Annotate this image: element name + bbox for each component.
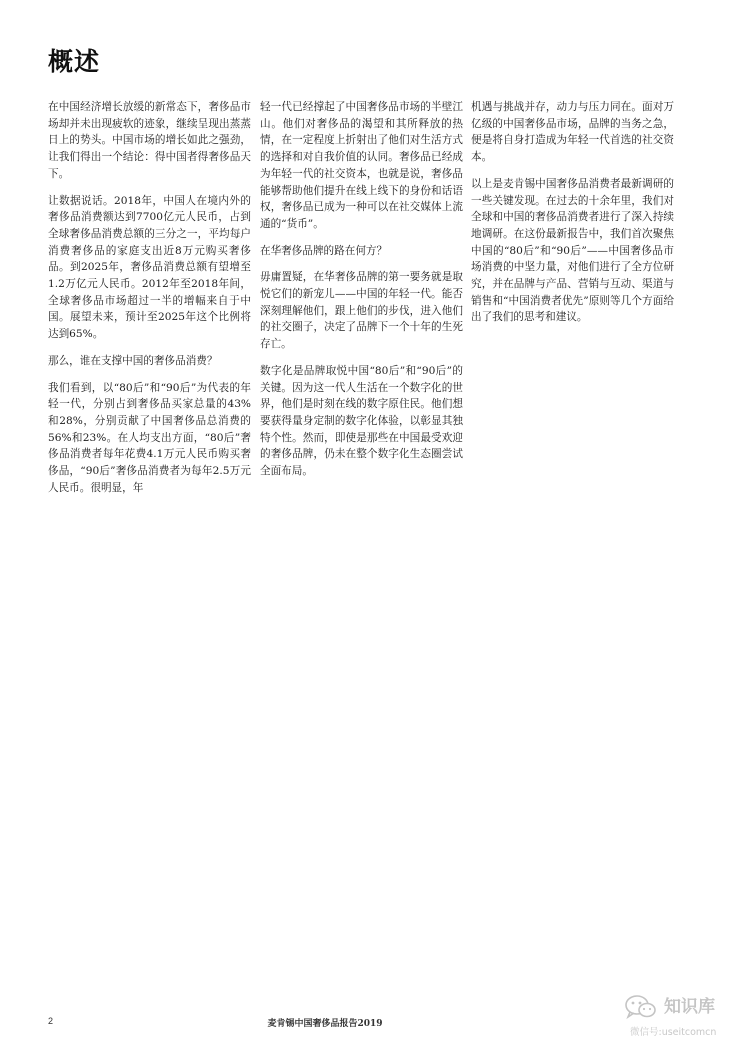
watermark-brand: 知识库 bbox=[664, 997, 715, 1017]
paragraph: 机遇与挑战并存，动力与压力同在。面对万亿级的中国奢侈品市场，品牌的当务之急，便是将自身打造成为年轻一代首选的社交资本。 bbox=[471, 101, 674, 164]
paragraph: 轻一代已经撑起了中国奢侈品市场的半壁江山。他们对奢侈品的渴望和其所释放的热情，在一定程度上折射出了他们对生活方式的选择和对自我价值的认同。奢侈品已经成为年轻一代的社交资本，也就是说，奢侈品能够帮助他们提升在线上线下的身份和话语权，奢侈品已成为一种可以在社交媒体上流通的“货币”。 bbox=[260, 101, 463, 230]
paragraph: 在中国经济增长放缓的新常态下，奢侈品市场却并未出现疲软的迹象，继续呈现出蒸蒸日上的势头。中国市场的增长如此之强劲，让我们得出一个结论：得中国者得奢侈品天下。 bbox=[48, 101, 251, 180]
watermark bbox=[614, 990, 734, 1042]
paragraph: 毋庸置疑，在华奢侈品牌的第一要务就是取悦它们的新宠儿——中国的年轻一代。能否深刻理解他们，跟上他们的步伐，进入他们的社交圈子，决定了品牌下一个十年的生死存亡。 bbox=[260, 271, 463, 351]
section-question: 在华奢侈品牌的路在何方？ bbox=[260, 244, 388, 257]
wechat-icon bbox=[624, 994, 658, 1020]
text-column-3 bbox=[471, 99, 674, 336]
page-number: 2 bbox=[48, 1016, 54, 1026]
page-title: 概述 bbox=[48, 47, 101, 76]
paragraph: 让数据说话。2018年，中国人在境内外的奢侈品消费额达到7700亿元人民币，占到全球奢侈品消费总额的三分之一，平均每户消费奢侈品的家庭支出近8万元购买奢侈品。到2025年，奢侈品消费总额有望增至1.2万亿元人民币。2012年至2018年间，全球奢侈品市场超过一半的增幅来自于中国。展望未来，预计至2025年这个比例将达到65%。 bbox=[48, 194, 251, 341]
paragraph: 我们看到，以“80后”和“90后”为代表的年轻一代，分别占到奢侈品买家总量的43%和28%，分别贡献了中国奢侈品总消费的56%和23%。在人均支出方面，“80后”奢侈品消费者每年花费4.1万元人民币购买奢侈品，“90后”奢侈品消费者为每年2.5万元人民币。很明显，年 bbox=[48, 381, 251, 494]
paragraph: 以上是麦肯锡中国奢侈品消费者最新调研的一些关键发现。在过去的十余年里，我们对全球和中国的奢侈品消费者进行了深入持续地调研。在这份最新报告中，我们首次聚焦中国的“80后”和“90后”——中国奢侈品市场消费的中坚力量，对他们进行了全方位研究，并在品牌与产品、营销与互动、渠道与销售和“中国消费者优先”原则等几个方面给出了我们的思考和建议。 bbox=[471, 177, 674, 324]
text-column-2 bbox=[260, 99, 463, 490]
section-question: 那么，谁在支撑中国的奢侈品消费？ bbox=[48, 354, 218, 367]
watermark-subtitle: 微信号:useitcomcn bbox=[630, 1027, 717, 1038]
footer-title: 麦肯锡中国奢侈品报告2019 bbox=[267, 1019, 383, 1029]
text-column-1 bbox=[48, 99, 251, 506]
paragraph: 数字化是品牌取悦中国“80后”和“90后”的关键。因为这一代人生活在一个数字化的世界，他们是时刻在线的数字原住民。他们想要获得量身定制的数字化体验，以彰显其独特个性。然而，即使是那些在中国最受欢迎的奢侈品牌，仍未在整个数字化生态圈尝试全面布局。 bbox=[260, 364, 463, 478]
